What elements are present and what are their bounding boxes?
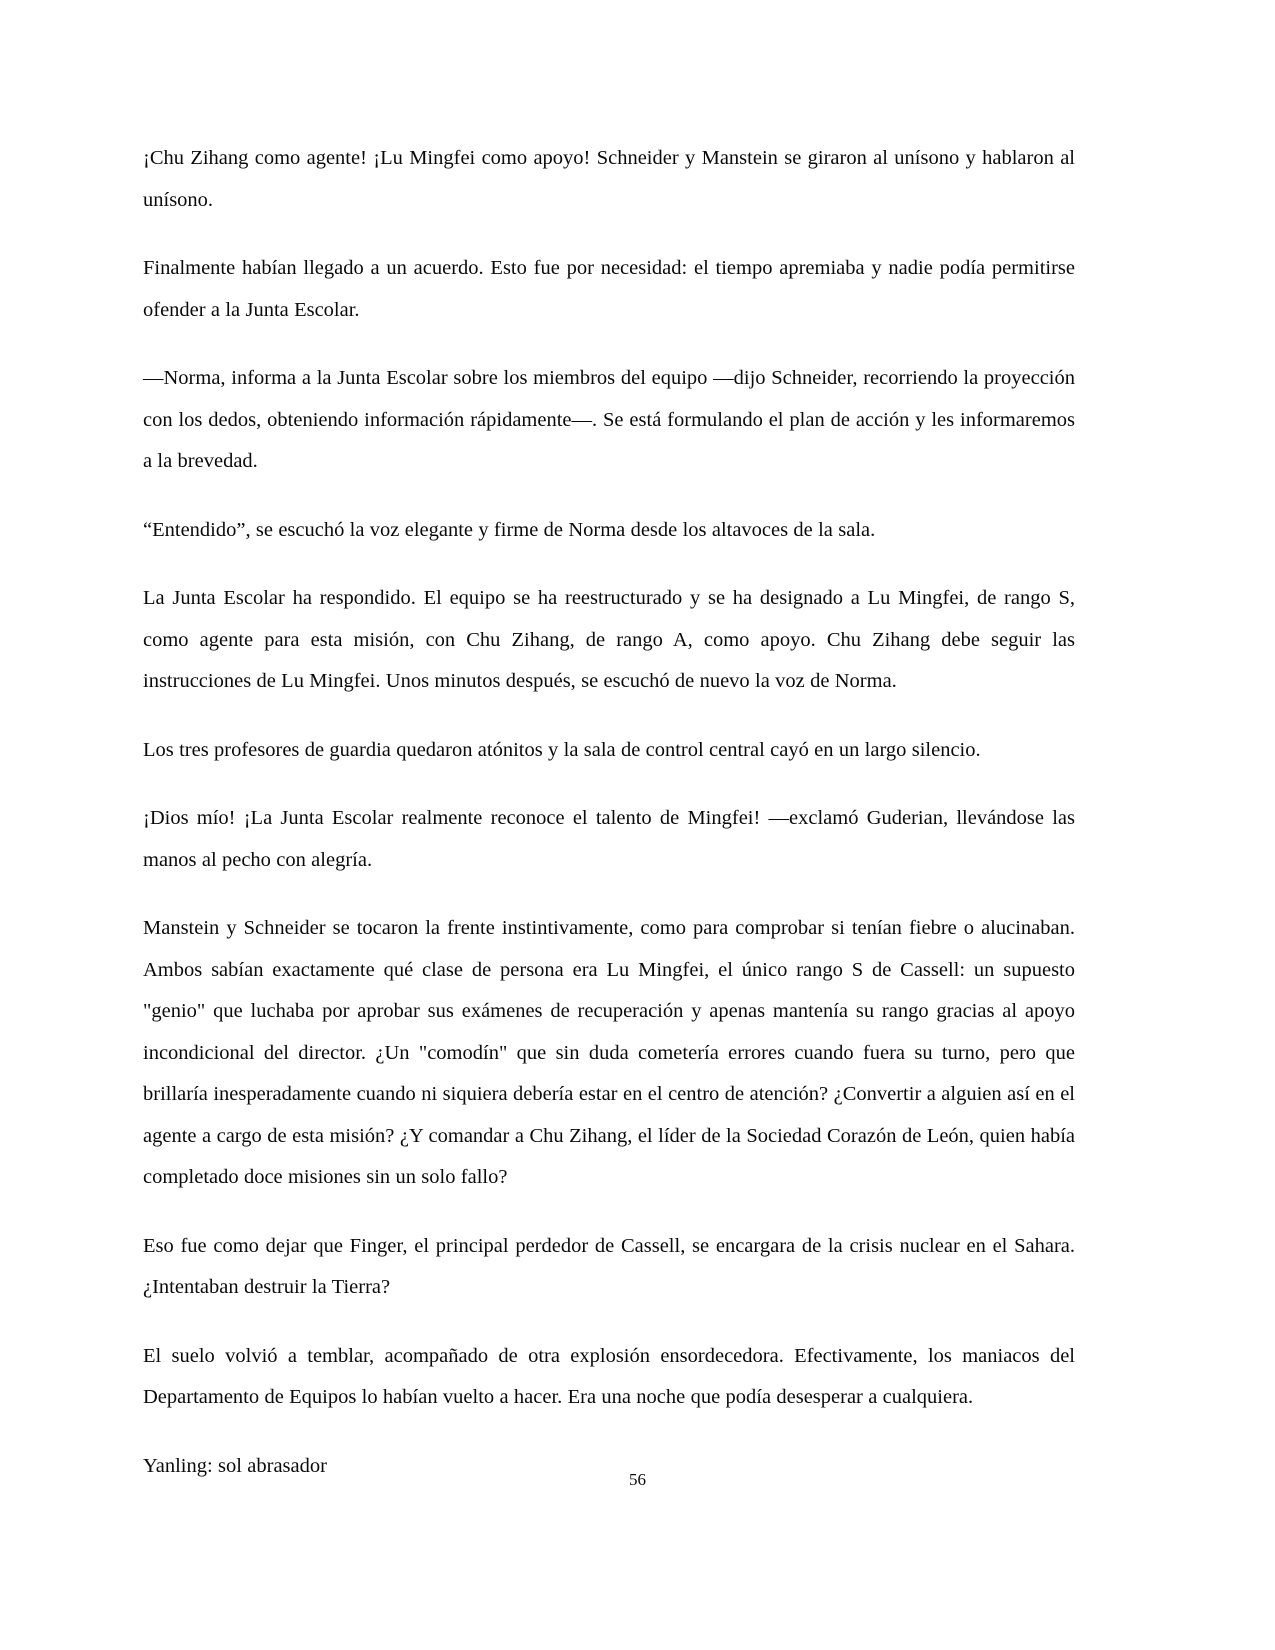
paragraph-11: Yanling: sol abrasador xyxy=(143,1454,327,1477)
page-number: 56 xyxy=(629,1470,646,1489)
paragraph-3: —Norma, informa a la Junta Escolar sobre los miembros del equipo —dijo Schneider, recorriendo la proyección con los dedos, obteniendo información rápidamente—. Se está formulando el plan de acción y les informaremos a la brevedad. xyxy=(143,367,1075,472)
paragraph-6: Los tres profesores de guardia quedaron atónitos y la sala de control central cayó en un largo silencio. xyxy=(143,738,981,761)
paragraph-1: ¡Chu Zihang como agente! ¡Lu Mingfei como apoyo! Schneider y Manstein se giraron al unísono y hablaron al unísono. xyxy=(143,147,1075,211)
paragraph-10: El suelo volvió a temblar, acompañado de otra explosión ensordecedora. Efectivamente, los maniacos del Departamento de Equipos lo habían vuelto a hacer. Era una noche que podía desesperar a cualquiera. xyxy=(143,1344,1075,1408)
body-text-column xyxy=(143,138,1075,1514)
paragraph-7: ¡Dios mío! ¡La Junta Escolar realmente reconoce el talento de Mingfei! —exclamó Guderian, llevándose las manos al pecho con alegría. xyxy=(143,807,1075,871)
paragraph-5: La Junta Escolar ha respondido. El equipo se ha reestructurado y se ha designado a Lu Mingfei, de rango S, como agente para esta misión, con Chu Zihang, de rango A, como apoyo. Chu Zihang debe seguir las instrucciones de Lu Mingfei. Unos minutos después, se escuchó de nuevo la voz de Norma. xyxy=(143,587,1075,692)
paragraph-2: Finalmente habían llegado a un acuerdo. Esto fue por necesidad: el tiempo apremiaba y nadie podía permitirse ofender a la Junta Escolar. xyxy=(143,257,1075,321)
paragraph-9: Eso fue como dejar que Finger, el principal perdedor de Cassell, se encargara de la crisis nuclear en el Sahara. ¿Intentaban destruir la Tierra? xyxy=(143,1234,1075,1298)
paragraph-8: Manstein y Schneider se tocaron la frente instintivamente, como para comprobar si tenían fiebre o alucinaban. Ambos sabían exactamente qué clase de persona era Lu Mingfei, el único rango S de Cassell: un supuesto "genio" que luchaba por aprobar sus exámenes de recuperación y apenas mantenía su rango gracias al apoyo incondicional del director. ¿Un "comodín" que sin duda cometería errores cuando fuera su turno, pero que brillaría inesperadamente cuando ni siquiera debería estar en el centro de atención? ¿Convertir a alguien así en el agente a cargo de esta misión? ¿Y comandar a Chu Zihang, el líder de la Sociedad Corazón de León, quien había completado doce misiones sin un solo fallo? xyxy=(143,917,1075,1188)
paragraph-4: “Entendido”, se escuchó la voz elegante y firme de Norma desde los altavoces de la sala. xyxy=(143,518,876,541)
